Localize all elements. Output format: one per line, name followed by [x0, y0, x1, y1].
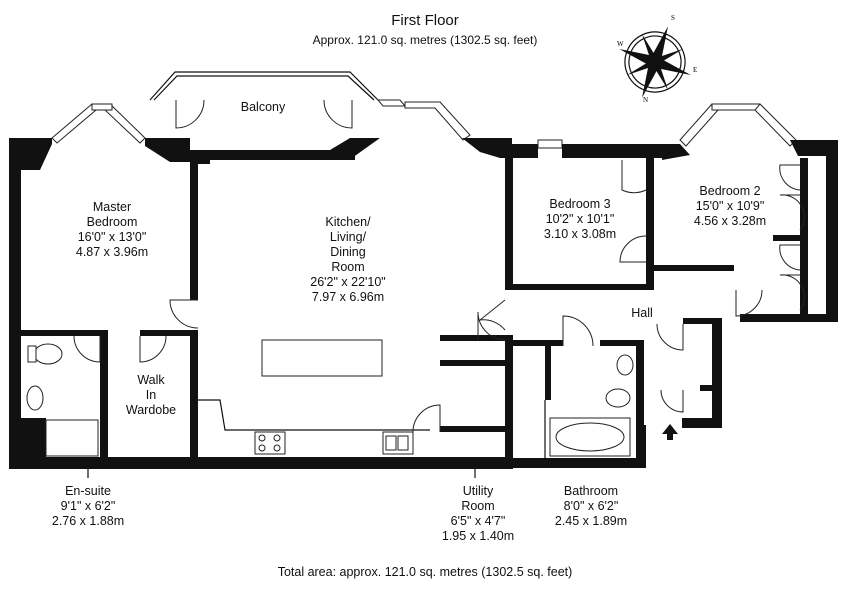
room-label-en-suite: En-suite 9'1" x 6'2" 2.76 x 1.88m: [51, 484, 125, 528]
room-label-bedroom-3: Bedroom 3 10'2" x 10'1" 3.10 x 3.08m: [543, 197, 617, 241]
compass-n: N: [643, 96, 649, 104]
compass-e: E: [693, 66, 698, 74]
floor-title: First Floor: [391, 12, 459, 29]
room-label-bathroom: Bathroom 8'0" x 6'2" 2.45 x 1.89m: [554, 484, 628, 528]
room-label-utility-room: Utility Room 6'5" x 4'7" 1.95 x 1.40m: [441, 484, 515, 543]
room-label-master-bedroom: Master Bedroom 16'0" x 13'0" 4.87 x 3.96m: [75, 200, 149, 259]
compass-s: S: [671, 14, 675, 22]
compass-rose-icon: [606, 13, 703, 110]
room-label-kitchen: Kitchen/ Living/ Dining Room 26'2" x 22'10" 7.97 x 6.96m: [310, 215, 386, 304]
room-label-walk-in-wardrobe: Walk In Wardobe: [125, 373, 177, 417]
total-area-footer: Total area: approx. 121.0 sq. metres (1302.5 sq. feet): [277, 565, 573, 579]
entrance-arrow-icon: [662, 424, 678, 440]
kitchen-fixtures: [198, 340, 430, 454]
room-label-hall: Hall: [631, 306, 653, 320]
compass-w: W: [617, 40, 624, 48]
room-label-balcony: Balcony: [240, 100, 286, 114]
room-label-bedroom-2: Bedroom 2 15'0" x 10'9" 4.56 x 3.28m: [693, 184, 767, 228]
floor-area-subtitle: Approx. 121.0 sq. metres (1302.5 sq. feet): [312, 33, 538, 47]
